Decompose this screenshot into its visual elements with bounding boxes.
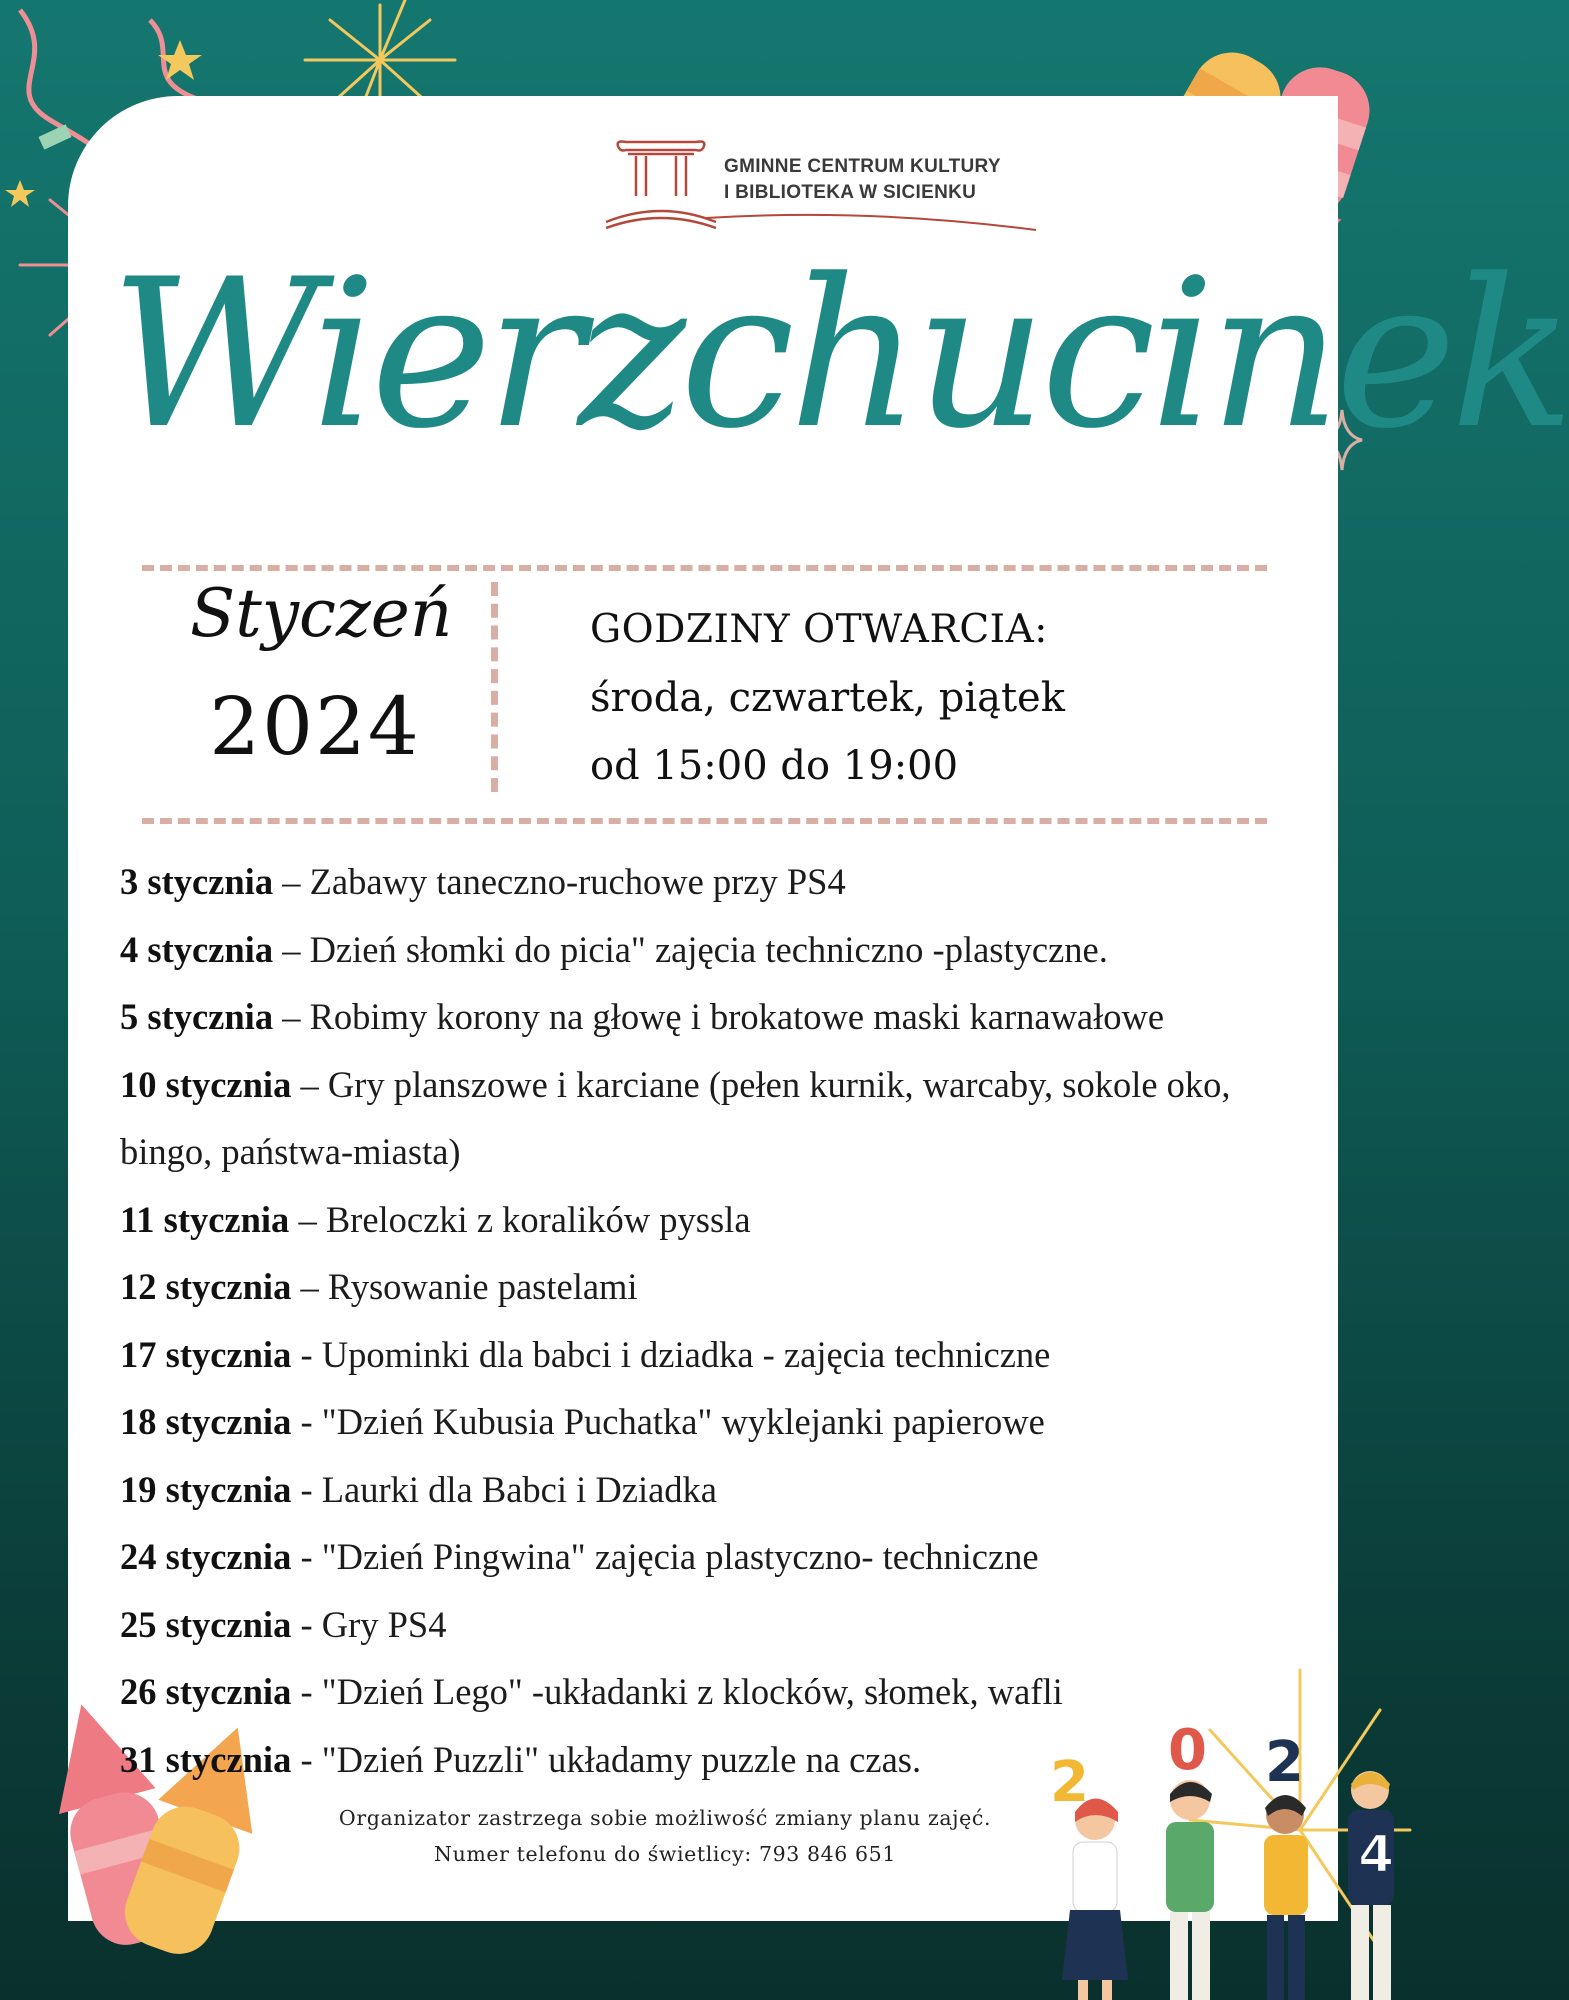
divider-top — [142, 565, 1267, 571]
event-date: 17 stycznia — [120, 1333, 292, 1375]
event-text: Breloczki z koralików pyssla — [325, 1198, 751, 1240]
list-item: 12 stycznia – Rysowanie pastelami — [120, 1266, 638, 1307]
divider-bottom — [142, 818, 1267, 824]
poster-title: Wierzchucinek — [110, 236, 1569, 474]
event-date: 25 stycznia — [120, 1603, 292, 1645]
event-text: "Dzień Lego" -układanki z klocków, słomek, wafli — [321, 1671, 1063, 1712]
event-date: 31 stycznia — [120, 1738, 292, 1780]
events-list — [120, 848, 1280, 1793]
event-date: 18 stycznia — [120, 1401, 292, 1442]
event-text: "Dzień Kubusia Puchatka" wyklejanki papierowe — [321, 1401, 1045, 1442]
event-date: 10 stycznia — [120, 1063, 292, 1105]
list-item: 10 stycznia – Gry planszowe i karciane (pełen kurnik, warcaby, sokole oko, bingo, państwa-miasta) — [120, 1063, 1231, 1172]
event-date: 12 stycznia — [120, 1266, 292, 1307]
event-text: Dzień słomki do picia" zajęcia techniczno -plastyczne. — [309, 928, 1108, 970]
event-date: 3 stycznia — [120, 861, 274, 902]
event-date: 24 stycznia — [120, 1536, 292, 1577]
list-item: 31 stycznia - "Dzień Puzzli" układamy puzzle na czas. — [120, 1738, 922, 1780]
badge-digit-4: 4 — [1358, 1825, 1395, 1885]
event-text: "Dzień Puzzli" układamy puzzle na czas. — [321, 1738, 922, 1780]
logo-line-2: I BIBLIOTEKA W SICIENKU — [724, 182, 977, 203]
badge-digit-2a: 2 — [1050, 1750, 1089, 1815]
opening-hours — [590, 596, 1230, 800]
event-date: 4 stycznia — [120, 928, 274, 970]
list-item: 19 stycznia - Laurki dla Babci i Dziadka — [120, 1468, 717, 1510]
list-item: 11 stycznia – Breloczki z koralików pyssla — [120, 1198, 751, 1240]
event-text: Laurki dla Babci i Dziadka — [321, 1468, 717, 1510]
badge-digit-0: 0 — [1168, 1718, 1207, 1783]
logo-line-1: GMINNE CENTRUM KULTURY — [724, 156, 1001, 177]
footer — [230, 1800, 1100, 1872]
event-text: Rysowanie pastelami — [327, 1266, 638, 1307]
event-text: Gry planszowe i karciane (pełen kurnik, warcaby, sokole oko, bingo, państwa-miasta) — [120, 1063, 1231, 1172]
month-label: Styczeń — [190, 575, 453, 652]
list-item: 4 stycznia – Dzień słomki do picia" zajęcia techniczno -plastyczne. — [120, 928, 1108, 970]
event-text: Zabawy taneczno-ruchowe przy PS4 — [309, 861, 846, 902]
list-item: 18 stycznia - "Dzień Kubusia Puchatka" wyklejanki papierowe — [120, 1401, 1045, 1442]
list-item: 26 stycznia - "Dzień Lego" -układanki z klocków, słomek, wafli — [120, 1671, 1063, 1712]
event-date: 5 stycznia — [120, 996, 274, 1037]
opening-hours-days: środa, czwartek, piątek — [590, 675, 1065, 721]
event-text: Robimy korony na głowę i brokatowe maski karnawałowe — [309, 996, 1165, 1037]
event-date: 19 stycznia — [120, 1468, 292, 1510]
opening-hours-time: od 15:00 do 19:00 — [590, 743, 959, 789]
year-label: 2024 — [209, 680, 421, 773]
badge-digit-2b: 2 — [1265, 1730, 1304, 1795]
divider-vertical — [491, 582, 498, 792]
list-item: 24 stycznia - "Dzień Pingwina" zajęcia plastyczno- techniczne — [120, 1536, 1039, 1577]
event-text: "Dzień Pingwina" zajęcia plastyczno- techniczne — [321, 1536, 1039, 1577]
list-item: 17 stycznia - Upominki dla babci i dziadka - zajęcia techniczne — [120, 1333, 1051, 1375]
event-date: 26 stycznia — [120, 1671, 292, 1712]
list-item: 5 stycznia – Robimy korony na głowę i brokatowe maski karnawałowe — [120, 996, 1165, 1037]
footer-note: Organizator zastrzega sobie możliwość zmiany planu zajęć. — [338, 1806, 992, 1830]
event-text: Upominki dla babci i dziadka - zajęcia techniczne — [321, 1333, 1051, 1375]
list-item: 25 stycznia - Gry PS4 — [120, 1603, 447, 1645]
event-text: Gry PS4 — [321, 1603, 447, 1645]
footer-phone: Numer telefonu do świetlicy: 793 846 651 — [434, 1842, 896, 1866]
event-date: 11 stycznia — [120, 1198, 290, 1240]
list-item: 3 stycznia – Zabawy taneczno-ruchowe przy PS4 — [120, 861, 846, 902]
opening-hours-heading: GODZINY OTWARCIA: — [590, 607, 1048, 652]
